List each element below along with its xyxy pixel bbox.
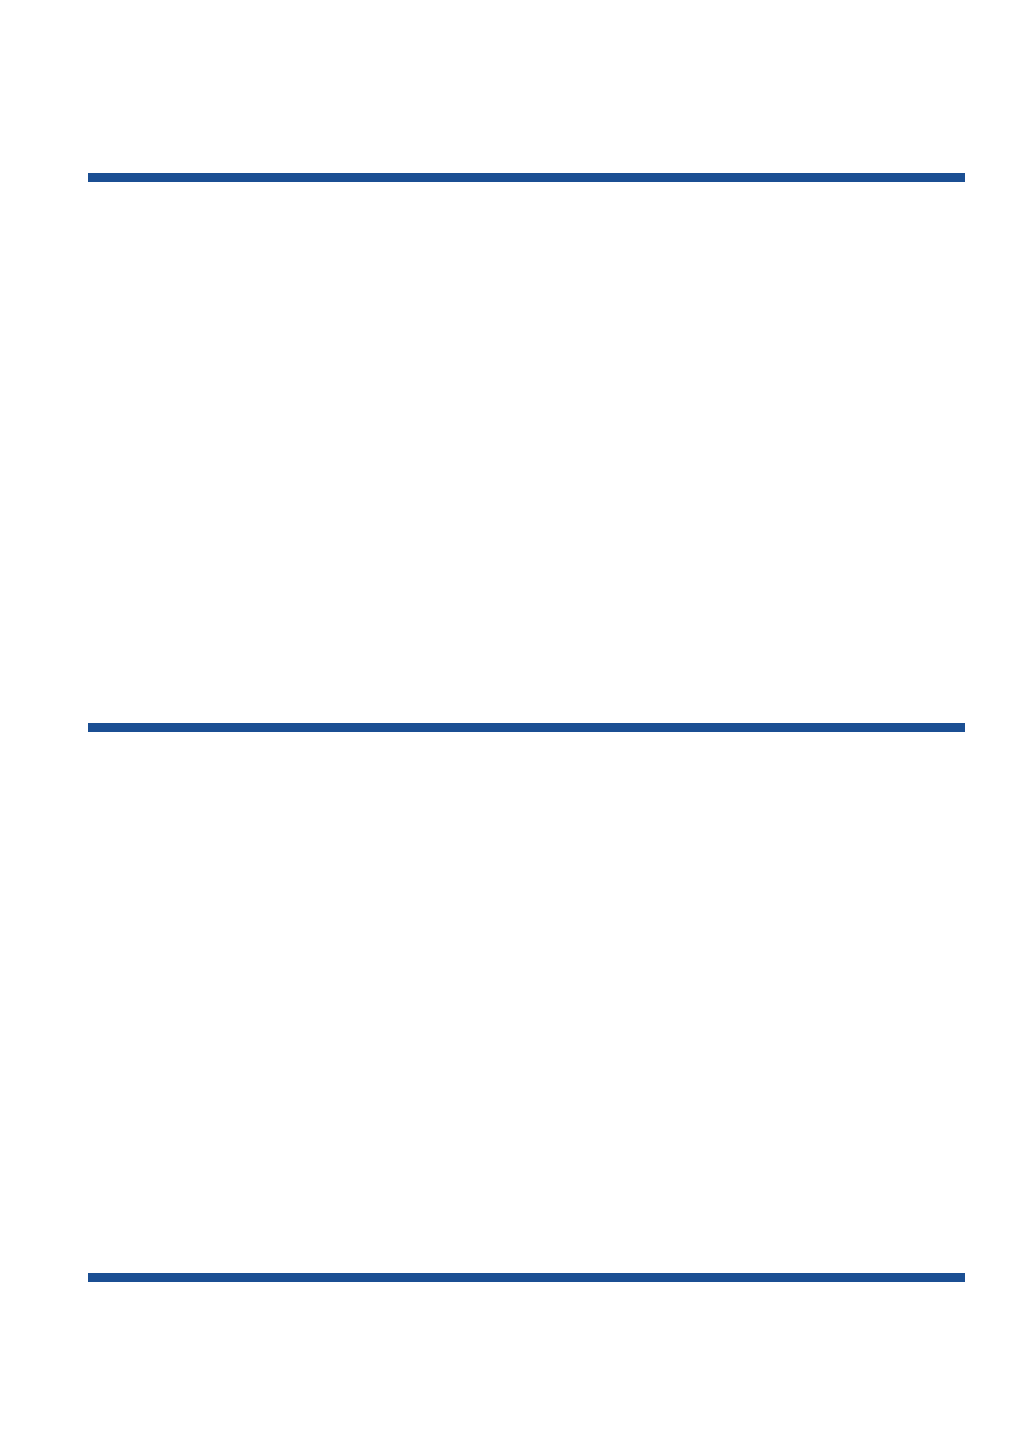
top-news-list <box>0 0 1024 51</box>
section-heading <box>0 1291 953 1333</box>
section-divider <box>88 173 965 182</box>
section-heading <box>0 191 953 233</box>
news-list <box>0 783 1024 798</box>
news-list <box>0 1333 1024 1348</box>
section-culture-art <box>0 723 1024 798</box>
section-divider <box>88 1273 965 1282</box>
section-divider <box>88 723 965 732</box>
news-list <box>0 233 1024 248</box>
section-heading <box>0 741 953 783</box>
section-social <box>0 1273 1024 1348</box>
section-technology <box>0 173 1024 248</box>
